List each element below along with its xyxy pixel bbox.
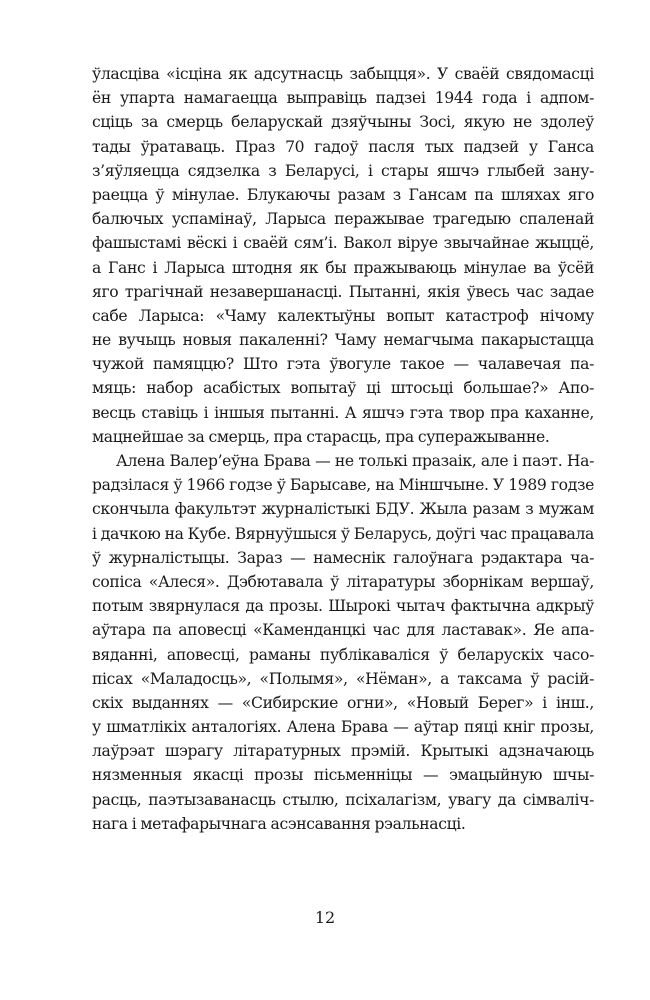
text-line: чужой памяццю? Што гэта ўвогуле такое — чалавечая па- bbox=[92, 355, 594, 374]
text-line: аўтара па аповесці «Каменданцкі час для ластавак». Яе апа- bbox=[92, 621, 594, 640]
paragraph-2 bbox=[92, 449, 594, 836]
text-line: не вучыць новыя пакаленні? Чаму немагчыма пакарыстацца bbox=[92, 331, 594, 350]
text-line: нязменныя якасці прозы пісьменніцы — эмацыйную шчы- bbox=[92, 766, 594, 785]
text-line: нага і метафарычнага асэнсавання рэальнасці. bbox=[92, 814, 466, 833]
text-line: вяданні, аповесці, раманы публікаваліся ў беларускіх часо- bbox=[92, 645, 594, 664]
text-line: з’яўляецца сядзелка з Беларусі, і стары яшчэ глыбей зану- bbox=[92, 161, 594, 180]
text-line: радзілася ў 1966 годзе ў Барысаве, на Міншчыне. У 1989 годзе bbox=[92, 476, 594, 495]
text-line: сціць за смерць беларускай дзяўчыны Зосі, якую не здолеў bbox=[92, 113, 594, 132]
text-line: мацнейшае за смерць, пра старасць, пра суперажыванне. bbox=[92, 427, 550, 446]
text-line: лаўрэат шэрагу літаратурных прэмій. Крытыкі адзначаюць bbox=[92, 742, 594, 761]
text-line: тады ўратаваць. Праз 70 гадоў пасля тых падзей у Ганса bbox=[92, 137, 594, 156]
text-line: фашыстамі вёскі і сваёй сям’і. Вакол віруе звычайнае жыццё, bbox=[92, 234, 594, 253]
text-line: расць, паэтызаванасць стылю, псіхалагізм, увагу да сімваліч- bbox=[92, 790, 594, 809]
text-line: мяць: набор асабістых вопытаў ці штосьці большае?» Апо- bbox=[92, 379, 594, 398]
text-line: ў журналістыцы. Зараз — намеснік галоўнага рэдактара ча- bbox=[92, 548, 594, 567]
text-line: а Ганс і Ларыса штодня як бы пражываюць мінулае ва ўсёй bbox=[92, 258, 594, 277]
paragraph-1 bbox=[92, 62, 594, 449]
text-line: ўласцівa «ісціна як адсутнасць забыцця». У сваёй свядомасці bbox=[92, 65, 594, 83]
text-line: раецца ў мінулае. Блукаючы разам з Гансам па шляхах яго bbox=[92, 185, 594, 204]
text-line: яго трагічнай незавершанасці. Пытанні, якія ўвесь час задае bbox=[92, 282, 594, 301]
page-number: 12 bbox=[314, 908, 336, 927]
text-line: Алена Валер’еўна Брава — не толькі празаік, але і паэт. На- bbox=[116, 452, 594, 470]
text-line: скончыла факультэт журналістыкі БДУ. Жыла разам з мужам bbox=[92, 500, 594, 519]
text-line: скіх выданнях — «Сибирские огни», «Новый Берег» і інш., bbox=[92, 693, 594, 712]
text-line: балючых успамінаў, Ларыса перажывае трагедыю спаленай bbox=[92, 210, 594, 229]
body-text bbox=[92, 62, 594, 836]
text-line: потым звярнулася да прозы. Шырокі чытач фактычна адкрыў bbox=[92, 597, 594, 616]
text-line: сопіса «Алеся». Дэбютавала ў літаратуры зборнікам вершаў, bbox=[92, 572, 594, 591]
text-line: і дачкою на Кубе. Вярнуўшыся ў Беларусь, доўгі час працавала bbox=[92, 524, 594, 543]
text-line: ён упарта намагаецца выправіць падзеі 1944 года і адпом- bbox=[92, 89, 594, 108]
text-line: у шматлікіх анталогіях. Алена Брава — аўтар пяці кніг прозы, bbox=[92, 718, 594, 737]
text-line: пісах «Маладосць», «Полымя», «Нёман», а таксама ў расій- bbox=[92, 669, 594, 688]
text-line: весць ставіць і іншыя пытанні. А яшчэ гэта твор пра каханне, bbox=[92, 403, 594, 422]
text-line: сабе Ларыса: «Чаму калектыўны вопыт катастроф нічому bbox=[92, 306, 594, 325]
